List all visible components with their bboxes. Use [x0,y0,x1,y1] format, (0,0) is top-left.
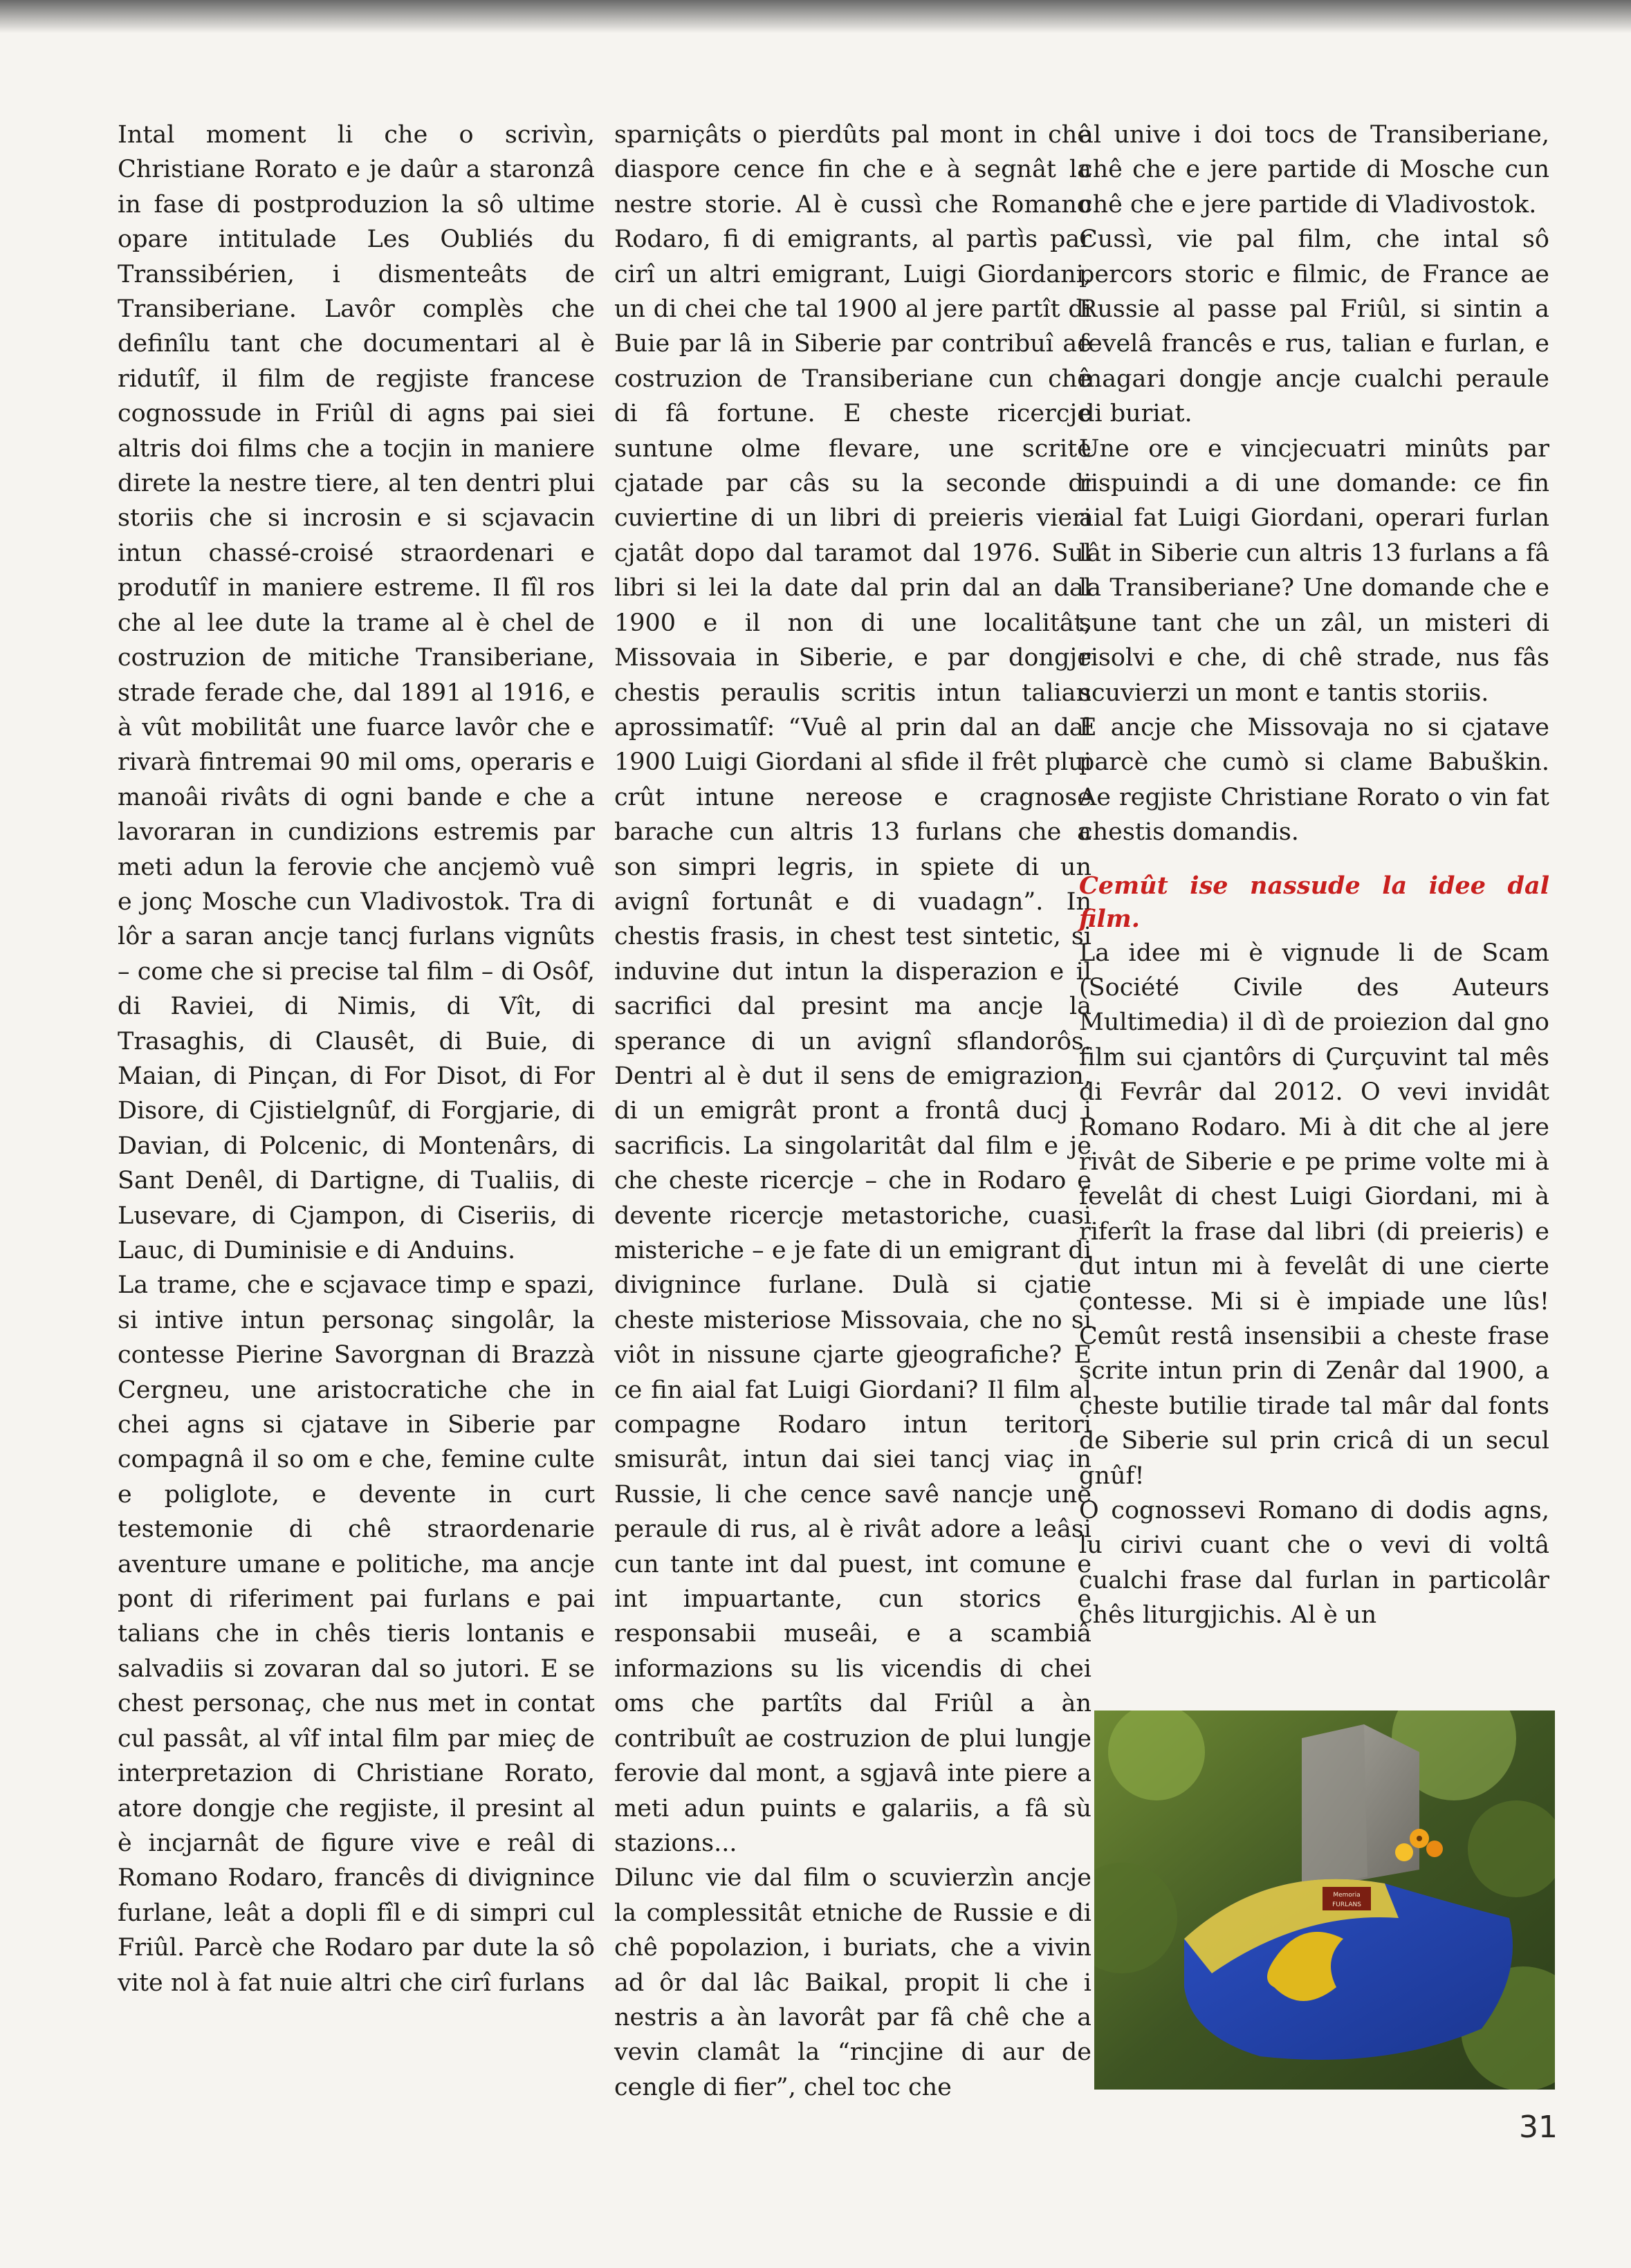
paragraph: O cognossevi Romano di dodis agns, lu cirivi cuant che o vevi di voltâ cualchi frase dal furlan in particolâr chês liturgjichis. Al è un [1079,1497,1549,1630]
flower [1426,1841,1443,1857]
scan-top-shadow [0,0,1631,33]
paragraph: Dilunc vie dal film o scuvierzìn ancje la complessitât etniche de Russie e di chê popolazion, i buriats, che a vivin ad ôr dal lâc Baikal, propit li che i nestris a àn lavorât par fâ chê che a vevin clamât la “rincjine di aur de cengle di fier”, chel toc che [614,1864,1091,2101]
svg-text:Memoria: Memoria [1333,1892,1361,1899]
paragraph: al unive i doi tocs de Transiberiane, chê che e jere partide di Mosche cun chê che e jere partide di Vladivostok. [1079,121,1549,219]
paragraph: La idee mi è vignude li de Scam (Société Civile des Auteurs Multimedia) il dì de proiezion dal gno film sui cjantôrs di Çurçuvint tal mês di Fevrâr dal 2012. O vevi invidât Romano Rodaro. Mi à dit che al jere rivât de Siberie e pe prime volte mi à fevelât di chest Luigi Giordani, mi à riferît la frase dal libri (di preieris) e dut intun mi à fevelât di une cierte contesse. Mi si è impiade une lûs! Cemût restâ insensibii a cheste frase scrite intun prin di Zenâr dal 1900, a cheste butilie tirade tal mâr dal fonts de Siberie sul prin cricâ di un secul gnûf! [1079,939,1549,1490]
paragraph: La trame, che e scjavace timp e spazi, si intive intun personaç singolâr, la contesse Pierine Savorgnan di Brazzà Cergneu, une aristocratiche che in chei agns si cjatave in Siberie par compagnâ il so om e che, femine culte e poliglote, e devente in curt testemonie di chê straordenarie aventure umane e politiche, ma ancje pont di riferiment pai furlans e pai talians che in chês tieris lontanis e salvadiis si zovaran dal so jutori. E se chest personaç, che nus met in contat cul passât, al vîf intal film par mieç de interpretazion di Christiane Rorato, atore dongje che regjiste, il presint al è incjarnât de figure vive e reâl di Romano Rodaro, francês di divignince furlane, leât a dopli fîl e di simpri cul Friûl. Parcè che Rodaro par dute la sô vite nol à fat nuie altri che cirî furlans [118,1271,595,1997]
grave-photo [1094,1711,1555,2090]
text-column-3 [1079,118,1549,1633]
grave-photo-illustration [1094,1711,1555,2090]
paragraph: Intal moment li che o scrivìn, Christiane Rorato e je daûr a staronzâ in fase di postproduzion la sô ultime opare intitulade Les Oubliés du Transsibérien, i dismenteâts de Transiberiane. Lavôr complès che definîlu tant che documentari al è ridutîf, il film de regjiste francese cognossude in Friûl di agns pai siei altris doi films che a tocjin in maniere direte la nestre tiere, al ten dentri plui storiis che si incrosin e si scjavacin intun chassé-croisé straordenari e produtîf in maniere estreme. Il fîl ros che al lee dute la trame al è chel de costruzion de mitiche Transiberiane, strade ferade che, dal 1891 al 1916, e à vût mobilitât une fuarce lavôr che e rivarà fintremai 90 mil oms, operaris e manoâi rivâts di ogni bande e che a lavoraran in cundizions estremis par meti adun la ferovie che ancjemò vuê e jonç Mosche cun Vladivostok. Tra di lôr a saran ancje tancj furlans vignûts – come che si precise tal film – di Osôf, di Raviei, di Nimis, di Vît, di Trasaghis, di Clausêt, di Buie, di Maian, di Pinçan, di For Disot, di For Disore, di Cjistielgnûf, di Forgjarie, di Davian, di Polcenic, di Montenârs, di Sant Denêl, di Dartigne, di Tualiis, di Lusevare, di Cjampon, di Ciseriis, di Lauc, di Duminisie e di Anduins. [118,121,595,1264]
paragraph: E ancje che Missovaja no si cjatave parcè che cumò si clame Babuškin. Ae regjiste Christiane Rorato o vin fat chestis domandis. [1079,713,1549,847]
section-heading: Cemût ise nassude la idee dal film. [1079,871,1549,933]
paragraph: Cussì, vie pal film, che intal sô percors storic e filmic, de France ae Russie al passe pal Friûl, si sintin a fevelâ francês e rus, talian e furlan, e magari dongje ancje cualchi peraule di buriat. [1079,225,1549,428]
svg-text:FURLANS: FURLANS [1332,1901,1361,1908]
text-column-2 [614,118,1091,2105]
paragraph: sparniçâts o pierdûts pal mont in chê diaspore cence fin che e à segnât la nestre storie. Al è cussì che Romano Rodaro, fi di emigrants, al partìs par cirî un altri emigrant, Luigi Giordani, un di chei che tal 1900 al jere partît di Buie par lâ in Siberie par contribuî ae costruzion de Transiberiane cun chê di fâ fortune. E cheste ricercje suntune olme flevare, une scrite cjatade par câs su la seconde di cuviertine di un libri di preieris vieri cjatât dopo dal taramot dal 1976. Sul libri si lei la date dal prin dal an dal 1900 e il non di une localitât, Missovaia in Siberie, e par dongje chestis peraulis scritis intun talian aprossimatîf: “Vuê al prin dal an dal 1900 Luigi Giordani al sfide il frêt plui crût intune nereose e cragnose barache cun altris 13 furlans che a son simpri legris, in spiete di un avignî fortunât e di vuadagn”. In chestis frasis, in chest test sintetic, si induvine dut intun la disperazion e il sacrifici dal presint ma ancje la sperance di un avignî sflandorôs. Dentri al è dut il sens de emigrazion, di un emigrât pront a frontâ ducj i sacrificis. La singolaritât dal film e je che cheste ricercje – che in Rodaro e devente ricercje metastoriche, cuasi misteriche – e je fate di un emigrant di divignince furlane. Dulà si cjatie cheste misteriose Missovaia, che no si viôt in nissune cjarte gjeografiche? E ce fin aial fat Luigi Giordani? Il film al compagne Rodaro intun teritori smisurât, intun dai siei tancj viaç in Russie, li che cence savê nancje une peraule di rus, al è rivât adore a leâsi cun tante int dal puest, int comune e int impuartante, cun storics e responsabii museâi, e a scambiâ informazions su lis vicendis di chei oms che partîts dal Friûl a àn contribuît ae costruzion de plui lungje ferovie dal mont, a sgjavâ inte piere a meti adun puints e galariis, a fâ sù stazions... [614,121,1091,1857]
flower [1395,1843,1413,1861]
text-column-1 [118,118,595,2000]
paragraph: Une ore e vincjecuatri minûts par rispuindi a di une domande: ce fin aial fat Luigi Giordani, operari furlan lât in Siberie cun altris 13 furlans a fâ la Transiberiane? Une domande che e sune tant che un zâl, un misteri di risolvi e che, di chê strade, nus fâs scuvierzi un mont e tantis storiis. [1079,434,1549,707]
page-number: 31 [1519,2110,1558,2145]
